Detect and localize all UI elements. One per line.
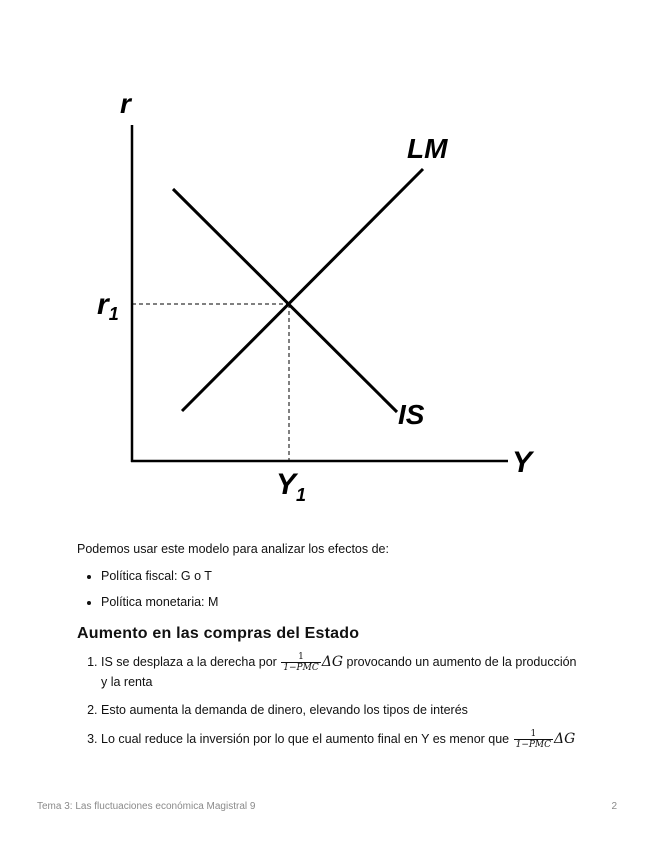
fraction-denominator: 1−PMC [283, 663, 319, 673]
page-number: 2 [611, 801, 617, 812]
policy-list [77, 568, 577, 611]
delta-g-term: ΔG [554, 730, 576, 747]
steps-list [77, 652, 577, 750]
list-item: 2. Esto aumenta la demanda de dinero, elevando los tipos de interés [101, 701, 577, 720]
intro-paragraph: Podemos usar este modelo para analizar los efectos de: [77, 542, 389, 556]
r-axis-label: r [120, 88, 131, 119]
lm-label: LM [407, 133, 448, 164]
is-label: IS [398, 399, 425, 430]
y1-label: $Y_1$ [276, 468, 307, 505]
multiplier-fraction [514, 729, 553, 750]
r1-label: $r_1$ [97, 288, 119, 324]
text-content [77, 541, 577, 759]
list-item: • Política fiscal: G o T [101, 568, 577, 585]
lm-curve [182, 169, 423, 411]
is-curve [173, 189, 397, 412]
footer-text: Tema 3: Las fluctuaciones económica Magistral 9 [37, 801, 256, 812]
page-footer [37, 801, 617, 812]
delta-g-term: ΔG [321, 653, 344, 670]
fraction-denominator: 1−PMC [515, 740, 552, 750]
list-item: • Política monetaria: M [101, 594, 577, 611]
fraction-numerator: 1 [530, 729, 537, 739]
step-text: provocando un aumento de la producción y la renta [101, 654, 577, 689]
step-text: IS se desplaza a la derecha por [101, 654, 281, 669]
list-item [101, 652, 577, 692]
step-text: Lo cual reduce la inversión por lo que el aumento final en Y es menor que [101, 731, 513, 746]
fraction-numerator: 1 [298, 652, 304, 662]
multiplier-fraction [281, 652, 320, 673]
list-item [101, 729, 577, 750]
y-axis-label: Y [512, 446, 533, 479]
section-title: Aumento en las compras del Estado [77, 625, 360, 642]
